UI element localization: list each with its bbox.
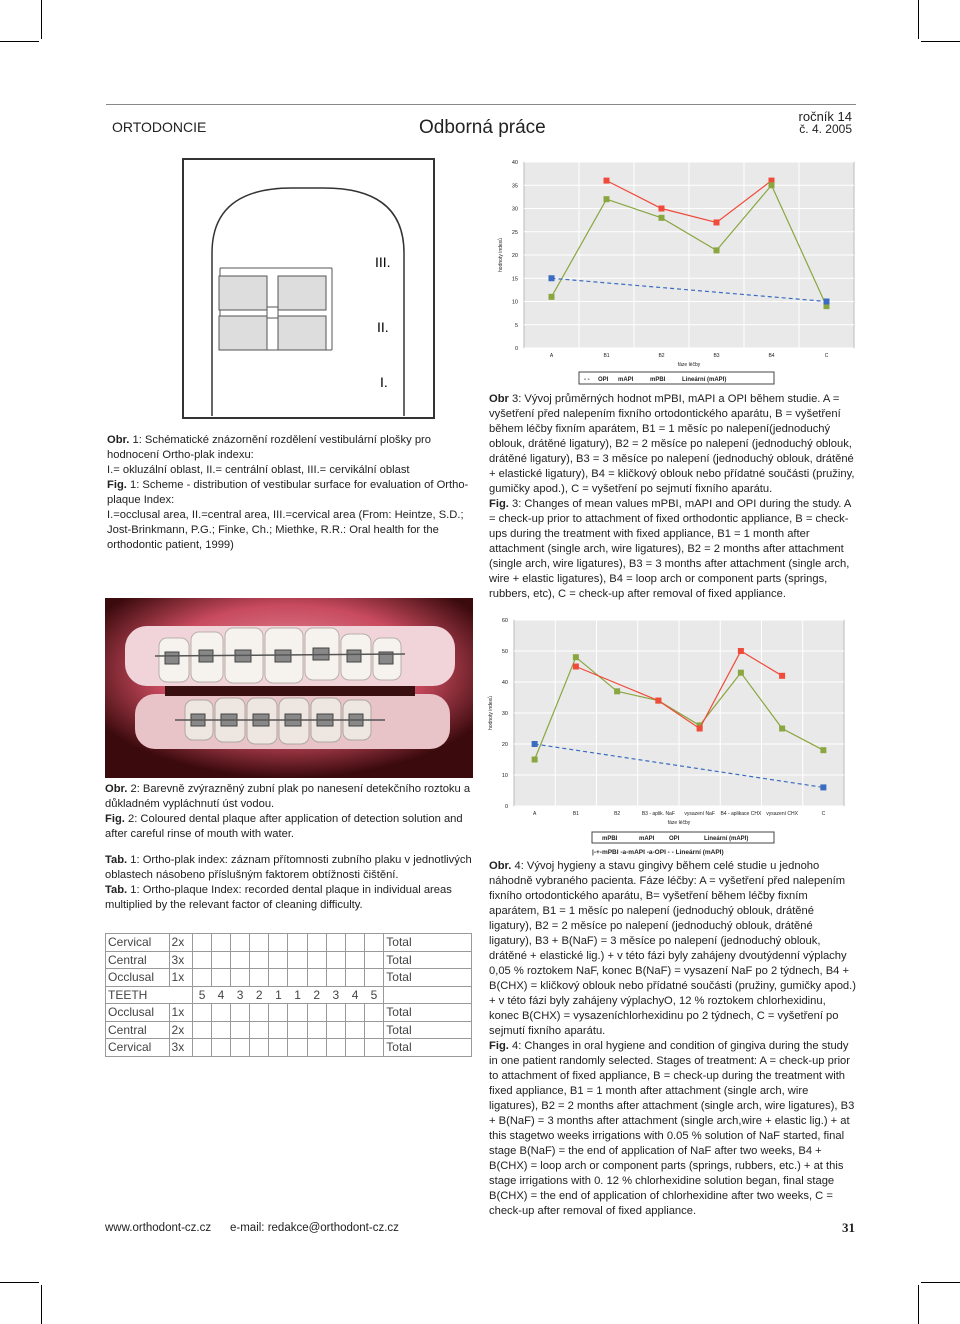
caption-text: 4: Vývoj hygieny a stavu gingivy během celé studie u jednoho náhodně vybraného pacienta. Fáze léčby: A = vyšetření před nalepením fixního ortodontického aparátu, B= vyšetření během léčby fixním aparátem, B1 = 1 měsíc po nalepení (jednoduchý oblouk, drátěné ligatury), B2 = 2 měsíce po nalepení (jednoduchý oblouk, drátěné ligatury), B3 + B(NaF) = 3 měsíce po nalepení (jednoduchý oblouk, drátěné + elastické lig.) + v této fázi byly zahájeny dvoutýdenní výplachy 0,05 % roztokem NaF, konec B(NaF) = vysazení NaF po 2 týdnech, B4 + B(CHX) = kličkový oblouk nebo přídatné součásti (pružiny, gumičky apod.) + v této fázi byly zahájeny výplachyO, 12 % roztokem chlorhexidinu, konec B(CHX) = vysazeníchlorhexidinu po 2 týdnech, C = vyšetření po sejmutí fixního aparátu.	[489, 860, 856, 1037]
table-cell	[345, 951, 364, 969]
table-cell	[250, 1004, 269, 1022]
table-cell	[231, 1004, 250, 1022]
table-cell	[211, 934, 230, 952]
data-point	[549, 275, 555, 281]
x-tick-label: A	[549, 353, 554, 359]
section-name: ORTODONCIE	[112, 119, 207, 135]
table-cell-total: Total	[384, 934, 472, 952]
table-cell-factor: 1x	[169, 1004, 192, 1022]
x-tick-label: B4	[768, 353, 775, 359]
table-cell-total: Total	[384, 969, 472, 987]
table-cell	[326, 934, 345, 952]
footer-website[interactable]: www.orthodont-cz.cz	[105, 1222, 212, 1234]
tooth-scheme-figure	[182, 158, 436, 420]
data-point	[779, 726, 785, 732]
x-tick-label: B1	[603, 353, 610, 359]
table-cell-label: Occlusal	[106, 1004, 170, 1022]
x-tick-label: A	[532, 811, 537, 817]
photo-illustration	[105, 598, 473, 778]
legend-item: mPBI	[650, 377, 666, 383]
figure-4-caption	[489, 859, 856, 1219]
table-cell-factor: 1x	[169, 969, 192, 987]
table-cell	[269, 1021, 288, 1039]
data-point	[779, 673, 785, 679]
data-point	[655, 698, 661, 704]
table-cell	[307, 934, 326, 952]
x-tick-label: C	[824, 353, 829, 359]
table-cell	[326, 1021, 345, 1039]
table-1-caption	[105, 853, 473, 913]
table-cell	[269, 969, 288, 987]
table-cell-label: Central	[106, 1021, 170, 1039]
table-cell	[288, 1039, 307, 1057]
table-cell	[231, 1039, 250, 1057]
data-point	[769, 182, 775, 188]
ortho-plaque-table	[105, 933, 472, 1057]
table-cell	[307, 1004, 326, 1022]
x-axis-label: fáze léčby	[677, 362, 701, 368]
table-cell	[211, 1021, 230, 1039]
table-cell	[211, 951, 230, 969]
caption-lead: Obr.	[105, 783, 128, 795]
table-cell	[288, 1004, 307, 1022]
table-row	[106, 1039, 472, 1057]
table-row	[106, 934, 472, 952]
y-tick-label: 20	[501, 742, 508, 748]
tooth-number: 3	[231, 986, 250, 1004]
chart-fig3	[484, 152, 860, 392]
table-cell	[250, 934, 269, 952]
caption-lead: Fig.	[105, 813, 125, 825]
legend-item: mAPI	[618, 377, 634, 383]
y-tick-label: 30	[511, 206, 518, 213]
legend-text-line: |-+-mPBI -a-mAPI -a-OPI - - Lineární (mAPI)	[592, 849, 724, 856]
table-cell	[345, 969, 364, 987]
tooth-number: 1	[269, 986, 288, 1004]
caption-text: 2: Barevně zvýrazněný zubní plak po nanesení detekčního roztoku a důkladném vypláchnutí úst vodou.	[105, 783, 471, 810]
table-cell	[192, 951, 211, 969]
data-point	[614, 688, 620, 694]
caption-text: 4: Changes in oral hygiene and condition of gingiva during the study in one patient randomly selected. Stages of treatment: A = check-up prior to attachment of fixed appliance, B = check-up during the treatment with fixed appliance, B1 = 1 month after attachment (single arch, wire ligatures), B2 = 2 months after attachment (single arch, wire ligatures), B3 + B(NaF) = 3 months after attachment (single arch,wire + elastic lig.) + at this stagetwo weeks irrigations with 0.05 % solution of NaF started, final stage B(NaF) = the end of application of NaF after two weeks, B4 + B(CHX) = loop arch or component parts (springs, rubbers, etc.) + at this stage irrigations with 0. 12 % chlorhexidine solution began, final stage B(CHX) = the end of application of chlorhexidine after two weeks, C = check-up after removal of fixed appliance.	[489, 1040, 855, 1217]
y-tick-label: 40	[511, 160, 518, 166]
table-row	[106, 986, 472, 1004]
table-cell	[269, 1004, 288, 1022]
data-point	[532, 741, 538, 747]
table-cell	[307, 951, 326, 969]
tooth-number: 4	[345, 986, 364, 1004]
table-cell	[365, 1004, 384, 1022]
table-cell-label: Cervical	[106, 934, 170, 952]
table-cell	[192, 1004, 211, 1022]
y-tick-label: 30	[501, 711, 508, 717]
table-cell	[192, 934, 211, 952]
scheme-label-i: I.	[380, 374, 388, 390]
legend-item: OPI	[669, 836, 680, 842]
y-tick-label: 5	[514, 322, 518, 329]
y-tick-label: 35	[511, 183, 518, 190]
table-cell	[269, 1039, 288, 1057]
table-cell	[288, 951, 307, 969]
caption-lead: Obr	[489, 393, 509, 405]
crop-mark	[921, 41, 960, 42]
footer-email[interactable]: e-mail: redakce@orthodont-cz.cz	[230, 1222, 399, 1234]
caption-lead: Obr.	[107, 434, 130, 446]
table-cell	[365, 969, 384, 987]
table-cell	[345, 934, 364, 952]
data-point	[824, 299, 830, 305]
y-axis-label: hodnoty indexů	[488, 696, 494, 730]
caption-lead: Fig.	[489, 498, 509, 510]
tooth-number: 1	[288, 986, 307, 1004]
caption-text: I.= okluzální oblast, II.= centrální oblast, III.= cervikální oblast	[107, 464, 410, 476]
caption-lead: Tab.	[105, 884, 128, 896]
y-tick-label: 25	[511, 229, 518, 236]
table-cell	[231, 951, 250, 969]
caption-text: 1: Ortho-plaque Index: recorded dental plaque in individual areas multiplied by the relevant factor of cleaning difficulty.	[105, 884, 452, 911]
data-point	[532, 757, 538, 763]
data-point	[738, 648, 744, 654]
crop-mark	[0, 41, 39, 42]
y-tick-label: 20	[511, 253, 518, 259]
table-cell	[307, 1021, 326, 1039]
y-tick-label: 40	[501, 680, 508, 686]
caption-text: 3: Vývoj průměrných hodnot mPBI, mAPI a OPI během studie. A = vyšetření před nalepením fixního ortodontického aparátu, B = vyšetření během léčby fixním aparátem, B1 = 1 měsíc po nalepení(jednoduchý oblouk, drátěné ligatury), B2 = 2 měsíce po nalepení (jednoduchý oblouk, drátěné ligatury), B3 = 3 měsíce po nalepení (jednoduchý oblouk, drátěné + elastické ligatury), B4 = kličkový oblouk nebo přídatné součásti (pružiny, gumičky apod.), C = vyšetření po sejmutí fixního aparátu.	[489, 393, 855, 495]
crop-mark	[41, 1285, 42, 1324]
table-cell	[211, 1039, 230, 1057]
table-cell	[365, 1021, 384, 1039]
table-cell	[345, 1004, 364, 1022]
dental-plaque-photo	[105, 598, 473, 778]
table-cell	[269, 951, 288, 969]
y-tick-label: 15	[511, 276, 518, 283]
x-tick-label: B2	[614, 811, 621, 817]
table-cell-total: Total	[384, 1039, 472, 1057]
table-row	[106, 969, 472, 987]
y-tick-label: 0	[504, 804, 508, 810]
table-cell	[269, 934, 288, 952]
data-point	[573, 654, 579, 660]
table-cell-label: Central	[106, 951, 170, 969]
table-cell	[345, 1021, 364, 1039]
caption-text: 1: Scheme - distribution of vestibular surface for evaluation of Ortho-plaque Index:	[107, 479, 469, 506]
table-cell	[211, 1004, 230, 1022]
table-cell	[384, 986, 472, 1004]
table-cell-factor: 2x	[169, 934, 192, 952]
data-point	[549, 294, 555, 300]
table-cell	[250, 1039, 269, 1057]
caption-text: 1: Schématické znázornění rozdělení vestibulární plošky pro hodnocení Ortho-plak indexu:	[107, 434, 431, 461]
chart-fig4	[484, 612, 860, 857]
y-tick-label: 0	[514, 346, 518, 352]
data-point	[820, 784, 826, 790]
crop-mark	[918, 1285, 919, 1324]
table-cell	[307, 1039, 326, 1057]
table-cell-total: Total	[384, 1021, 472, 1039]
table-cell	[326, 951, 345, 969]
table-cell	[326, 1004, 345, 1022]
x-tick-label: B2	[658, 353, 665, 359]
table-cell	[288, 969, 307, 987]
data-point	[714, 219, 720, 225]
caption-lead: Fig.	[489, 1040, 509, 1052]
x-tick-label: B3 - aplik. NaF	[641, 811, 675, 817]
caption-text: I.=occlusal area, II.=central area, III.=cervical area (From: Heintze, S.D.; Jost-Brinkmann, P.G.; Finke, Ch.; Miethke, R.R.: Oral health for the orthodontic patient, 1999)	[107, 509, 464, 551]
figure-2-caption	[105, 782, 473, 842]
table-cell	[365, 934, 384, 952]
crop-mark	[41, 0, 42, 39]
table-row	[106, 1004, 472, 1022]
table-cell-total: Total	[384, 951, 472, 969]
table-cell	[345, 1039, 364, 1057]
page-number: 31	[842, 1220, 855, 1235]
tooth-number: 3	[326, 986, 345, 1004]
caption-text: 2: Coloured dental plaque after application of detection solution and after careful rinse of mouth with water.	[105, 813, 463, 840]
x-tick-label: B4 - aplikace CHX	[720, 811, 762, 817]
table-cell-factor: 3x	[169, 1039, 192, 1057]
data-point	[604, 196, 610, 202]
table-cell	[288, 934, 307, 952]
legend-item: mAPI	[639, 836, 655, 842]
issue-info	[799, 110, 852, 136]
legend-prefix: - -	[584, 377, 590, 383]
x-axis-label: fáze léčby	[667, 820, 691, 826]
data-point	[659, 215, 665, 221]
table-cell	[326, 969, 345, 987]
x-tick-label: B3	[713, 353, 720, 359]
scheme-label-iii: III.	[375, 254, 391, 270]
tooth-number: 5	[192, 986, 211, 1004]
tooth-number: 2	[250, 986, 269, 1004]
table-cell	[250, 951, 269, 969]
crop-mark	[0, 1282, 39, 1283]
table-cell-label: Occlusal	[106, 969, 170, 987]
table-cell	[288, 1021, 307, 1039]
page-header	[106, 104, 856, 143]
caption-lead: Tab.	[105, 854, 128, 866]
caption-text: 1: Ortho-plak index: záznam přítomnosti zubního plaku v jednotlivých oblastech násobeno příslušným faktorem obtížnosti čištění.	[105, 854, 472, 881]
data-point	[573, 664, 579, 670]
table-cell-factor: 2x	[169, 1021, 192, 1039]
x-tick-label: B1	[572, 811, 579, 817]
data-point	[820, 747, 826, 753]
table-cell	[365, 1039, 384, 1057]
caption-text: 3: Changes of mean values mPBI, mAPI and OPI during the study. A = check-up prior to attachment of fixed orthodontic appliance, B = check-ups during the treatment with fixed appliance, B1 = 1 month after attachment (single arch, wire ligatures), B2 = 2 months after attachment (single arch, wire ligatures), B3 = 3 months after attachment (single arch, wire + elastic ligatures), B4 = loop arch or component parts (springs, rubbers, etc), C = check-up after removal of fixed appliance.	[489, 498, 851, 600]
data-point	[738, 670, 744, 676]
section-title: Odborná práce	[419, 117, 546, 138]
crop-mark	[918, 0, 919, 39]
y-tick-label: 50	[501, 649, 508, 655]
table-cell	[231, 934, 250, 952]
figure-3-caption	[489, 392, 856, 602]
issue: č. 4. 2005	[799, 122, 852, 136]
table-cell	[211, 969, 230, 987]
table-row	[106, 1021, 472, 1039]
volume: ročník 14	[798, 109, 852, 124]
table-cell	[192, 969, 211, 987]
table-cell-total: Total	[384, 1004, 472, 1022]
table-row	[106, 951, 472, 969]
data-point	[604, 178, 610, 184]
table-cell	[250, 969, 269, 987]
tooth-number: 4	[211, 986, 230, 1004]
table-cell	[326, 1039, 345, 1057]
y-tick-label: 10	[511, 299, 518, 306]
x-tick-label: C	[821, 811, 826, 817]
table-cell	[365, 951, 384, 969]
data-point	[714, 247, 720, 253]
y-tick-label: 10	[501, 773, 508, 779]
table-cell	[192, 1039, 211, 1057]
y-tick-label: 60	[501, 618, 508, 624]
figure-1-caption	[107, 433, 473, 553]
crop-mark	[921, 1282, 960, 1283]
table-cell	[231, 1021, 250, 1039]
y-axis-label: hodnoty indexů	[498, 238, 504, 272]
data-point	[697, 726, 703, 732]
x-tick-label: vysazení CHX	[766, 811, 798, 817]
tooth-number: 5	[365, 986, 384, 1004]
scheme-label-ii: II.	[377, 319, 389, 335]
caption-lead: Obr.	[489, 860, 512, 872]
data-point	[659, 206, 665, 212]
tooth-number: 2	[307, 986, 326, 1004]
table-cell-label: Cervical	[106, 1039, 170, 1057]
table-cell-factor: 3x	[169, 951, 192, 969]
caption-lead: Fig.	[107, 479, 127, 491]
legend-item: Lineární (mAPI)	[682, 377, 727, 383]
table-cell-label: TEETH	[106, 986, 193, 1004]
legend-item: OPI	[598, 377, 609, 383]
table-cell	[231, 969, 250, 987]
table-cell	[192, 1021, 211, 1039]
x-tick-label: vysazení NaF	[684, 811, 715, 817]
legend-item: mPBI	[602, 836, 618, 842]
table-cell	[307, 969, 326, 987]
table-cell	[250, 1021, 269, 1039]
legend-item: Lineární (mAPI)	[704, 836, 749, 842]
